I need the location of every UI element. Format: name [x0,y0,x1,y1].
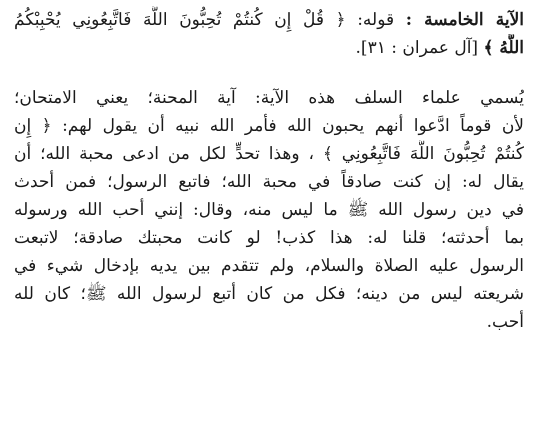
verse-intro-text: قوله: ﴿ قُلْ إِن كُنتُمْ تُحِبُّونَ اللَّهَ فَاتَّبِعُونِي يُحْبِبْكُمُ [14,10,395,30]
verse-line-2 [14,34,524,62]
verse-reference: [آل عمران : ٣١]. [355,38,479,58]
verse-line-1 [14,6,524,34]
verse-continuation: اللَّهُ ﴾ [483,38,524,58]
commentary-line: كُنتُمْ تُحِبُّونَ اللَّهَ فَاتَّبِعُونِي ﴾ ، وهذا تحدٍّ لكل من ادعى محبة الله؛ أن [14,144,524,164]
commentary-line: لأن قوماً ادَّعوا أنهم يحبون الله فأمر الله نبيه أن يقول لهم: ﴿ إِن [14,116,524,136]
commentary-line: الرسول عليه الصلاة والسلام، ولم تتقدم بين يديه بإدخال شيء في [14,256,524,276]
verse-paragraph [14,6,524,62]
paragraph-gap [14,62,524,84]
commentary-line: شريعته ليس من دينه؛ فكل من كان أتبع لرسول الله ﷺ؛ كان لله [14,284,524,304]
section-heading: الآية الخامسة : [405,10,524,30]
commentary-line: بما أحدثته؛ قلنا له: هذا كذب! لو كانت محبتك صادقة؛ لاتبعت [14,228,524,248]
commentary-line: في دين رسول الله ﷺ ما ليس منه، وقال: إنني أحب الله ورسوله [14,200,524,220]
commentary-line: يُسمي علماء السلف هذه الآية: آية المحنة؛ يعني الامتحان؛ [14,88,524,108]
commentary-line-last: أحب. [486,312,524,332]
commentary-line: يقال له: إن كنت صادقاً في محبة الله؛ فاتبع الرسول؛ فمن أحدث [14,172,524,192]
commentary-paragraph [14,84,524,336]
